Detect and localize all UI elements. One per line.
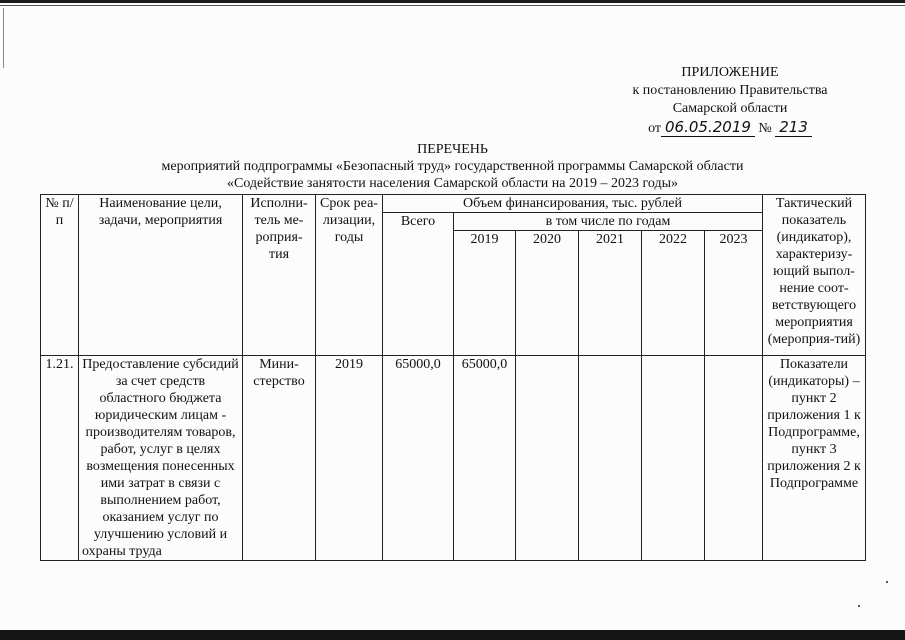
approval-date-line (648, 118, 812, 138)
row-2022 (642, 356, 705, 561)
scan-top-edge (0, 0, 905, 3)
row-2019: 65000,0 (454, 356, 516, 561)
header-num: № п/п (41, 195, 79, 356)
document-heading: ПЕРЕЧЕНЬ (417, 142, 488, 157)
header-year: 2019 (454, 231, 516, 356)
header-year: 2023 (705, 231, 763, 356)
scan-top-line (0, 5, 905, 6)
row-2021 (579, 356, 642, 561)
scan-speck (886, 581, 888, 583)
date-prefix: от (648, 121, 662, 136)
header-year: 2022 (642, 231, 705, 356)
row-name: Предоставление субсидий за счет средств областного бюджета юридическим лицам - производителям товаров, работ, услуг в целях возмещения понесенных ими затрат в связи с выполнением работ, оказанием услуг по улучшению условий и охраны труда (79, 356, 243, 561)
header-year: 2020 (516, 231, 579, 356)
header-total: Всего (383, 213, 454, 356)
approval-line: к постановлению Правительства (632, 83, 828, 98)
row-term: 2019 (316, 356, 383, 561)
approval-block (600, 64, 860, 138)
row-num: 1.21. (41, 356, 79, 561)
header-term: Срок реа-лизации, годы (316, 195, 383, 356)
row-total: 65000,0 (383, 356, 454, 561)
scan-bottom-edge (0, 630, 905, 640)
header-name: Наименование цели, задачи, мероприятия (79, 195, 243, 356)
measures-table (40, 194, 866, 561)
approval-heading: ПРИЛОЖЕНИЕ (681, 65, 779, 80)
scan-left-edge (3, 8, 4, 68)
row-indicator: Показатели (индикаторы) – пункт 2 приложения 1 к Подпрограмме, пункт 3 приложения 2 к Подпрограмме (763, 356, 866, 561)
header-year: 2021 (579, 231, 642, 356)
header-executor: Исполни-тель ме-роприя-тия (243, 195, 316, 356)
row-2020 (516, 356, 579, 561)
document-title-line: мероприятий подпрограммы «Безопасный труд» государственной программы Самарской области (161, 159, 744, 174)
document-title-line: «Содействие занятости населения Самарской области на 2019 – 2023 годы» (227, 176, 678, 191)
row-executor: Мини-стерство (243, 356, 316, 561)
table-row (41, 356, 866, 561)
approval-line: Самарской области (672, 101, 788, 116)
number-handwritten: 213 (775, 118, 812, 137)
header-indicator: Тактический показатель (индикатор), характеризу-ющий выпол-нение соот-ветствующего мероприятия (мероприя-тий) (763, 195, 866, 356)
date-handwritten: 06.05.2019 (661, 118, 755, 137)
header-by-years: в том числе по годам (454, 213, 763, 231)
row-2023 (705, 356, 763, 561)
header-funding: Объем финансирования, тыс. рублей (383, 195, 763, 213)
number-prefix: № (758, 121, 772, 136)
scan-speck (858, 605, 860, 607)
